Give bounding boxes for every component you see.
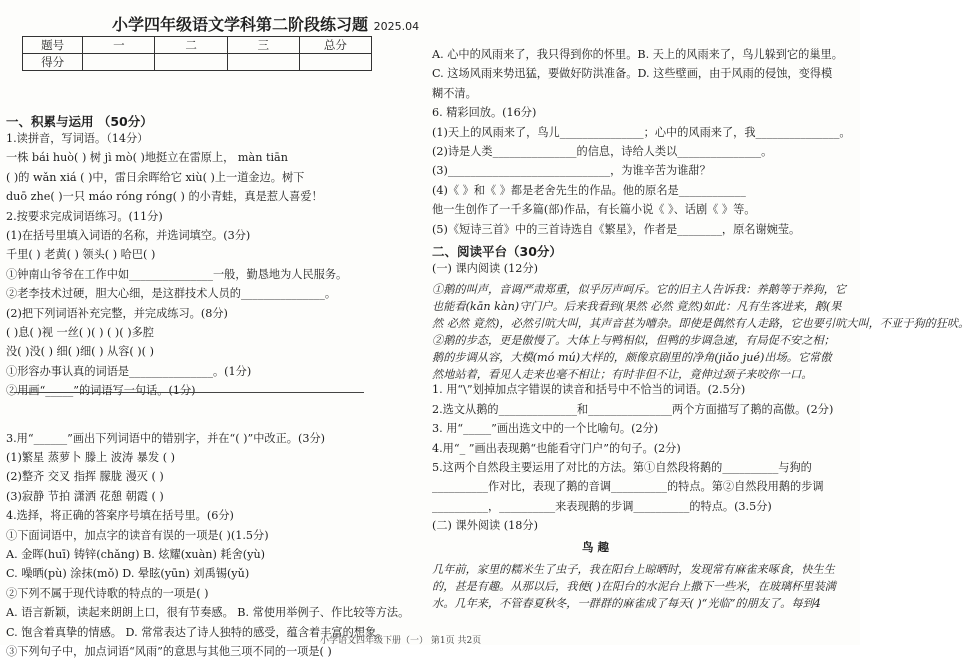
question-line: 6. 精彩回放。(16分) [432,106,537,120]
score-cell: 总分 [299,37,371,54]
question-line: 1.读拼音，写词语。（14分） [6,132,149,145]
question-line: ②下列不属于现代诗歌的特点的一项是( ) [6,586,209,600]
question-line: ②用画“_____”的词语写一句话。(1分) [6,384,196,398]
question-line: ( )的 wǎn xiá ( )中，雷日余晖给它 xiù( )上一道金边。树下 [6,170,305,184]
reading-title: 鸟 趣 [582,539,610,554]
score-cell: 得分 [23,54,83,71]
question-line: 糊不清。 [432,86,477,100]
question-line: (3)_____________________________，为谁辛苦为谁甜？ [432,164,711,178]
question-line: A. 语言新颖，读起来朗朗上口，很有节奏感。 B. 常使用举例子、作比较等方法。 [6,606,410,620]
passage-line: 的，甚是有趣。从那以后，我便( )在阳台的水泥台上撒下一些米，在玻璃杯里装满 [432,579,836,593]
passage-line: 水。几年来，不管春夏秋冬，一群群的麻雀成了每天( )“光临”的朋友了。每到4 [432,596,821,610]
page-footer: 小学语文四年级下册（一） 第1页 共2页 [320,636,482,646]
question-line: 一株 bái huò( ) 树 jì mò( )地挺立在雷原上， màn tiān [6,151,288,165]
passage-line: ①鹅的叫声，音调严肃郑重，似乎厉声呵斥。它的旧主人告诉我：养鹅等于养狗，它 [432,283,846,297]
question-line: __________作对比，表现了鹅的音调__________的特点。第②自然段用鹅的步调 [432,480,824,494]
question-line: ( )息( )视 一丝( )( ) ( )( )多腔 [6,326,154,339]
question-line: ①钟南山爷爷在工作中如_______________一般，勤恳地为人民服务。 [6,267,348,281]
question-line: duō zhe( )一只 máo róng róng( ) 的小青蛙，真是惹人喜爱！ [6,190,323,204]
question-line: ②老李技术过硬，胆大心细，是这群技术人员的_______________。 [6,287,337,301]
question-line: (4)《 》和《 》都是老舍先生的作品。他的原名是____________ [432,183,746,197]
score-input-cell[interactable] [83,54,155,71]
score-input-cell[interactable] [227,54,299,71]
question-line: A. 心中的风雨来了，我只得到你的怀里。B. 天上的风雨来了，鸟儿躲到它的巢里。 [432,48,843,61]
passage-line: 也能看(kān kàn)守门户。后来我看到(果然 必然 竟然)如此：凡有生客进来，鹅(果 [432,300,842,314]
question-line: (1)天上的风雨来了，鸟儿_______________；心中的风雨来了，我_______________。 [432,125,851,139]
score-table-header-row [23,37,372,54]
question-line: (2)整齐 交叉 指挥 朦胧 漫灭 ( ) [6,470,164,484]
section-heading: 二、阅读平台（30分） [432,244,562,259]
question-line: 没( )没( ) 细( )细( ) 从容( )( ) [6,345,154,359]
question-line: 4.选择，将正确的答案序号填在括号里。(6分) [6,509,234,523]
question-line: (2)把下列词语补充完整，并完成练习。(8分) [6,306,228,320]
question-line: ①形容办事认真的词语是_______________。(1分) [6,364,252,378]
question-line: ③下列句子中，加点词语“风雨”的意思与其他三项不同的一项是( ) [6,645,332,658]
passage-line: 鹅的步调从容，大模(mó mú)大样的，颇像京剧里的净角(jiǎo jué)出场。它常傲 [432,351,832,365]
question-line: 2.按要求完成词语练习。(11分) [6,209,163,223]
score-cell: 一 [83,37,155,54]
passage-line: ②鹅的步态，更是傲慢了。大体上与鸭相似，但鸭的步调急速，有局促不安之相； [432,334,835,348]
question-line: 5.这两个自然段主要运用了对比的方法。第①自然段将鹅的__________与狗的 [432,461,812,474]
question-line: C. 饱含着真挚的情感。 D. 常常表达了诗人独特的感受，蕴含着丰富的想象。 [6,625,388,639]
question-line: (1)在括号里填入词语的名称，并选词填空。(3分) [6,229,251,242]
question-line: C. 这场风雨来势迅猛，要做好防洪准备。D. 这些壁画，由于风雨的侵蚀，变得模 [432,67,833,81]
question-line: (1)繁星 蒸萝卜 滕上 波涛 暴发 ( ) [6,451,175,464]
score-table-score-row [23,54,372,71]
question-line: 他一生创作了一千多篇(部)作品，有长篇小说《 》、话剧《 》等。 [432,203,756,217]
score-cell: 二 [155,37,227,54]
section-heading: 一、积累与运用 （50分） [6,114,153,129]
question-line: 4.用“_ ”画出表现鹅“也能看守门户”的句子。(2分) [432,441,681,455]
passage-line: 然地站着，看见人走来也毫不相让；有时非但不让，竟伸过颈子来咬你一口。 [432,368,813,382]
title-date: 2025.04 [373,20,420,33]
answer-line [14,392,364,393]
score-input-cell[interactable] [155,54,227,71]
question-line: 2.选文从鹅的______________和_______________两个方面描写了鹅的高傲。(2分) [432,402,834,416]
question-line: 千里( ) 老黄( ) 领头( ) 哈巴( ) [6,248,156,262]
score-table [22,36,372,71]
question-line: (5)《短诗三首》中的三首诗选自《繁星》，作者是________，原名谢婉莹。 [432,222,801,236]
question-line: 3. 用“_____”画出选文中的一个比喻句。(2分) [432,422,659,436]
question-line: 3.用“______”画出下列词语中的错别字，并在“( )”中改正。(3分) [6,431,325,445]
score-cell: 三 [227,37,299,54]
question-line: 1. 用“\”划掉加点字错误的读音和括号中不恰当的词语。(2.5分) [432,383,746,397]
passage-line: 几年前，家里的糯米生了虫子，我在阳台上晾晒时，发现常有麻雀来啄食，快生生 [432,562,835,576]
question-line: (二) 课外阅读 (18分) [432,519,538,533]
score-cell: 题号 [23,37,83,54]
question-line: (2)诗是人类_______________的信息，诗给人类以_______________。 [432,145,773,158]
page-title [112,12,419,35]
question-line: C. 噪晒(pù) 涂抹(mǒ) D. 晕眩(yūn) 刘禹锡(yǔ) [6,567,250,581]
score-input-cell[interactable] [299,54,371,71]
question-line: ①下面词语中，加点字的读音有误的一项是( )(1.5分) [6,528,269,542]
question-line: A. 金晖(huī) 铸锌(chǎng) B. 炫耀(xuàn) 耗舍(yù) [6,548,266,561]
question-line: (一) 课内阅读 (12分) [432,262,538,275]
passage-line: 然 必然 竟然)，必然引吭大叫，其声音甚为嘈杂。即使是偶然有人走路，它也要引吭大叫，不亚于狗的狂吠。 [432,317,969,331]
question-line: __________，__________来表现鹅的步调__________的特点。(3.5分) [432,499,772,513]
question-line: (3)寂静 节拍 潇洒 花憩 朝霞 ( ) [6,489,164,503]
title-text: 小学四年级语文学科第二阶段练习题 [112,15,369,34]
